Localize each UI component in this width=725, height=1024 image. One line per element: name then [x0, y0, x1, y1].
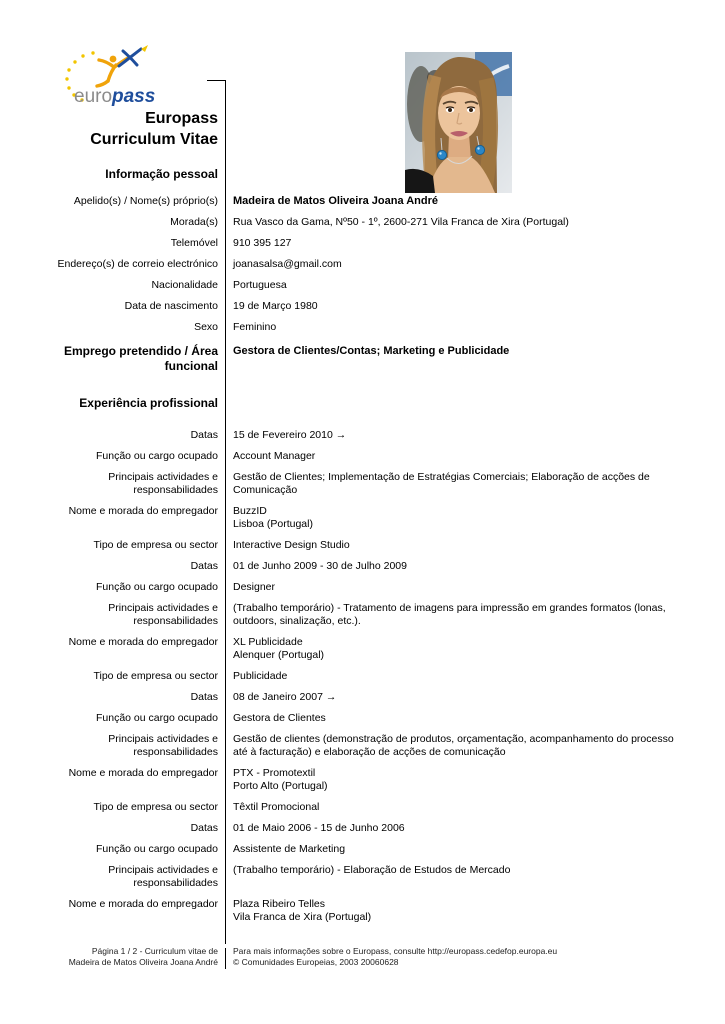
activities-value: Gestão de clientes (demonstração de produtos, orçamentação, acompanhamento do processo até à facturação) e elaboração de acções de comunicação — [233, 733, 674, 758]
row-mobile — [0, 237, 710, 250]
activities-value: (Trabalho temporário) - Tratamento de imagens para impressão em grandes formatos (lonas, outdoors, sinalização, etc.). — [233, 602, 666, 627]
surname-name-value: Madeira de Matos Oliveira Joana André — [233, 195, 438, 207]
employer-value — [233, 505, 313, 531]
europass-logo-figure-icon — [56, 44, 168, 108]
footer-divider-line — [225, 948, 226, 969]
sector-label: Tipo de empresa ou sector — [93, 539, 218, 551]
sector-value: Interactive Design Studio — [233, 539, 350, 551]
desired-employment-value: Gestora de Clientes/Contas; Marketing e Publicidade — [233, 345, 510, 357]
footer-author: Madeira de Matos Oliveira Joana André — [68, 956, 218, 967]
section-heading-personal-info — [0, 167, 710, 182]
footer-copyright: © Comunidades Europeias, 2003 20060628 — [233, 956, 399, 967]
employer-location: Porto Alto (Portugal) — [233, 780, 328, 792]
row-position — [0, 450, 710, 463]
sector-label: Tipo de empresa ou sector — [93, 670, 218, 682]
activities-label: Principais actividades e responsabilidades — [108, 733, 218, 758]
gender-value: Feminino — [233, 321, 277, 333]
position-value: Gestora de Clientes — [233, 712, 326, 724]
row-desired-employment — [0, 344, 710, 374]
footer-info-url: Para mais informações sobre o Europass, consulte http://europass.cedefop.europa.eu — [233, 946, 558, 956]
position-label: Função ou cargo ocupado — [95, 712, 218, 724]
nationality-value: Portuguesa — [233, 279, 287, 291]
position-label: Função ou cargo ocupado — [95, 581, 218, 593]
row-sector — [0, 539, 710, 552]
birthdate-value: 19 de Março 1980 — [233, 300, 318, 312]
footer-left — [0, 946, 218, 967]
experience-entry — [0, 429, 710, 552]
row-sector — [0, 801, 710, 814]
experience-entry — [0, 822, 710, 924]
activities-label: Principais actividades e responsabilidades — [108, 602, 218, 627]
employer-name: BuzzID — [233, 505, 267, 517]
cv-content — [0, 167, 710, 932]
sector-label: Tipo de empresa ou sector — [93, 801, 218, 813]
sector-value: Publicidade — [233, 670, 288, 682]
section-heading-experience — [0, 396, 710, 411]
employer-label: Nome e morada do empregador — [68, 636, 218, 648]
gender-label: Sexo — [194, 321, 218, 333]
row-position — [0, 581, 710, 594]
employer-label: Nome e morada do empregador — [68, 898, 218, 910]
logo-text-pass: pass — [112, 86, 156, 107]
position-value: Designer — [233, 581, 276, 593]
address-label: Morada(s) — [170, 216, 218, 228]
row-sector — [0, 670, 710, 683]
row-employer — [0, 898, 710, 924]
nationality-label: Nacionalidade — [151, 279, 218, 291]
experience-heading: Experiência profissional — [79, 396, 218, 410]
dates-label: Datas — [190, 560, 218, 572]
dates-value: 01 de Junho 2009 - 30 de Julho 2009 — [233, 560, 407, 572]
employer-value — [233, 767, 328, 793]
employer-location: Lisboa (Portugal) — [233, 518, 313, 530]
activities-label: Principais actividades e responsabilidades — [108, 864, 218, 889]
document-title — [0, 108, 218, 150]
employer-name: Plaza Ribeiro Telles — [233, 898, 326, 910]
dates-label: Datas — [190, 822, 218, 834]
footer-page-info: Página 1 / 2 - Curriculum vitae de — [91, 946, 218, 956]
title-line-2: Curriculum Vitae — [90, 131, 218, 148]
experience-entry — [0, 560, 710, 683]
position-label: Função ou cargo ocupado — [95, 450, 218, 462]
address-value: Rua Vasco da Gama, Nº50 - 1º, 2600-271 Vila Franca de Xira (Portugal) — [233, 216, 569, 228]
row-position — [0, 843, 710, 856]
experience-entry — [0, 691, 710, 814]
position-value: Assistente de Marketing — [233, 843, 346, 855]
row-nationality — [0, 279, 710, 292]
row-dates — [0, 560, 710, 573]
row-activities — [0, 602, 710, 628]
position-label: Função ou cargo ocupado — [95, 843, 218, 855]
employer-value — [233, 636, 324, 662]
birthdate-label: Data de nascimento — [124, 300, 218, 312]
title-line-1: Europass — [145, 110, 218, 127]
row-birthdate — [0, 300, 710, 313]
dates-label: Datas — [190, 691, 218, 703]
employer-name: XL Publicidade — [233, 636, 303, 648]
employer-label: Nome e morada do empregador — [68, 505, 218, 517]
row-dates — [0, 691, 710, 704]
surname-name-label: Apelido(s) / Nome(s) próprio(s) — [73, 195, 218, 207]
row-email — [0, 258, 710, 271]
email-value: joanasalsa@gmail.com — [233, 258, 342, 270]
row-employer — [0, 505, 710, 531]
dates-label: Datas — [190, 429, 218, 441]
logo-text-euro: euro — [74, 86, 113, 107]
row-address — [0, 216, 710, 229]
row-surname-name — [0, 195, 710, 208]
row-employer — [0, 636, 710, 662]
activities-label: Principais actividades e responsabilidades — [108, 471, 218, 496]
row-employer — [0, 767, 710, 793]
header-bracket-line — [207, 80, 226, 81]
dates-value: 08 de Janeiro 2007 → — [233, 691, 337, 703]
dates-value: 15 de Fevereiro 2010 → — [233, 429, 347, 441]
employer-value — [233, 898, 371, 924]
personal-info-heading: Informação pessoal — [105, 167, 218, 181]
sector-value: Têxtil Promocional — [233, 801, 320, 813]
employer-location: Vila Franca de Xira (Portugal) — [233, 911, 372, 923]
row-activities — [0, 471, 710, 497]
mobile-label: Telemóvel — [170, 237, 218, 249]
row-dates — [0, 429, 710, 442]
row-dates — [0, 822, 710, 835]
activities-value: Gestão de Clientes; Implementação de Estratégias Comerciais; Elaboração de acções de Comunicação — [233, 471, 650, 496]
employer-label: Nome e morada do empregador — [68, 767, 218, 779]
desired-employment-label: Emprego pretendido / Área funcional — [63, 344, 218, 373]
employer-location: Alenquer (Portugal) — [233, 649, 325, 661]
mobile-value: 910 395 127 — [233, 237, 292, 249]
footer-right — [233, 946, 703, 967]
row-activities — [0, 864, 710, 890]
position-value: Account Manager — [233, 450, 316, 462]
employer-name: PTX - Promotextil — [233, 767, 316, 779]
email-label: Endereço(s) de correio electrónico — [57, 258, 218, 270]
row-gender — [0, 321, 710, 334]
activities-value: (Trabalho temporário) - Elaboração de Estudos de Mercado — [233, 864, 511, 876]
europass-logo — [56, 44, 168, 108]
row-activities — [0, 733, 710, 759]
row-position — [0, 712, 710, 725]
dates-value: 01 de Maio 2006 - 15 de Junho 2006 — [233, 822, 405, 834]
